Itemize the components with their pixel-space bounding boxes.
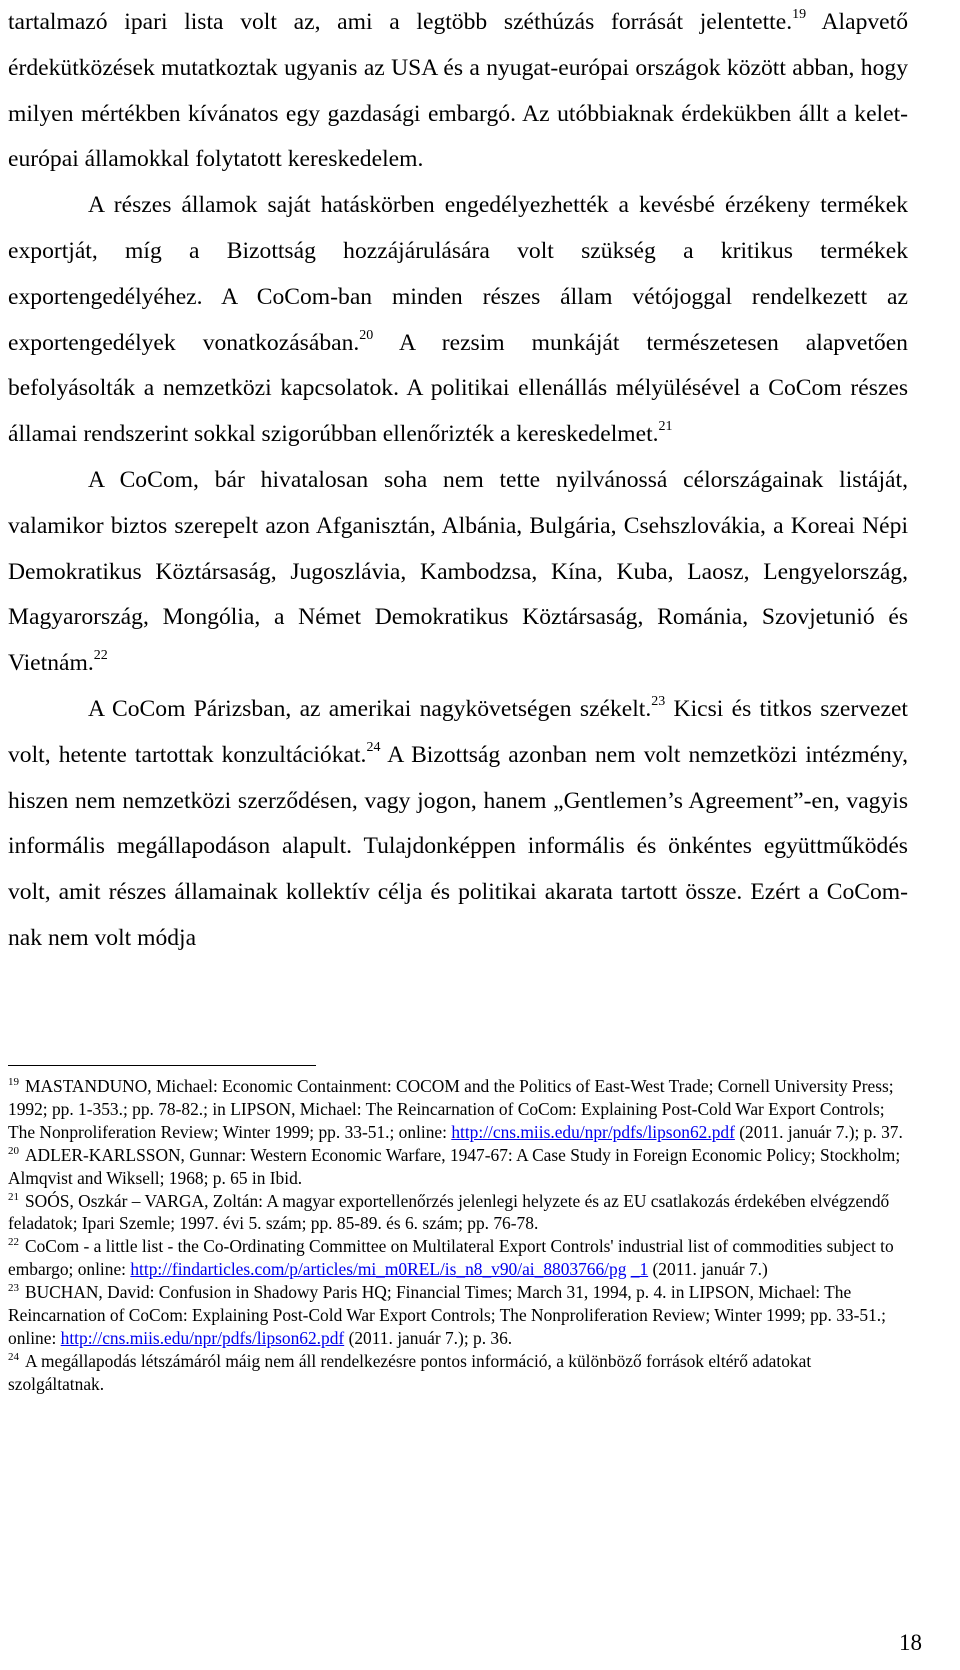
paragraph	[8, 183, 908, 458]
footnote-item	[8, 1235, 908, 1281]
footnote-link[interactable]: http://findarticles.com/p/articles/mi_m0REL/is_n8_v90/ai_8803766/pg	[130, 1259, 627, 1280]
text-run: ADLER-KARLSSON, Gunnar: Western Economic Warfare, 1947-67: A Case Study in Foreign Economic Policy; Stockholm; Almqvist and Wiksell; 1968; p. 65 in Ibid.	[8, 1144, 901, 1188]
footnote-number: 19	[8, 1076, 19, 1088]
footnote-item	[8, 1190, 908, 1236]
footnote-item	[8, 1075, 908, 1144]
text-run: CoCom - a little list - the Co-Ordinating Committee on Multilateral Export Controls' industrial list of commodities subject to embargo; online:	[8, 1236, 894, 1280]
footnote-reference[interactable]: 21	[658, 419, 673, 435]
footnote-reference[interactable]: 20	[359, 327, 374, 343]
text-run: SOÓS, Oszkár – VARGA, Zoltán: A magyar exportellenőrzés jelenlegi helyzete és az EU csatlakozás érdekében elvégzendő feladatok; Ipari Szemle; 1997. évi 5. szám; pp. 85-89. és 6. szám; pp. 76-78.	[8, 1190, 890, 1234]
paragraph	[8, 687, 908, 962]
footnote-item	[8, 1281, 908, 1350]
footnote-number: 24	[8, 1350, 19, 1363]
footnote-link[interactable]: _1	[630, 1259, 649, 1280]
footnote-item	[8, 1144, 908, 1190]
text-run: A megállapodás létszámáról máig nem áll rendelkezésre pontos információ, a különböző források eltérő adatokat szolgáltatnak.	[8, 1350, 812, 1394]
footnote-reference[interactable]: 19	[792, 7, 807, 22]
footnote-link[interactable]: http://cns.miis.edu/npr/pdfs/lipson62.pdf	[451, 1121, 735, 1142]
text-run: A részes államok saját hatáskörben engedélyezhették a kevésbé érzékeny termékek exportját, míg a Bizottság hozzájárulására volt szükség a kritikus termékek exportengedélyéhez. A CoCom-ban minden részes állam vétójoggal rendelkezett az exportengedélyek vonatkozásában.	[8, 192, 908, 356]
text-run: MASTANDUNO, Michael: Economic Containment: COCOM and the Politics of East-West Trade; Cornell University Press; 1992; pp. 1-353.; pp. 78-82.; in LIPSON, Michael: The Reincarnation of CoCom: Explaining Post-Cold War Export Controls; The Nonproliferation Review; Winter 1999; pp. 33-51.; online:	[8, 1076, 894, 1142]
page-number: 18	[899, 1630, 922, 1655]
text-run: A Bizottság azonban nem volt nemzetközi intézmény, hiszen nem nemzetközi szerződésen, vagy jogon, hanem „Gentlemen’s Agreement”-en, vagyis informális megállapodáson alapult. Tulajdonképpen informális és önkéntes együttműködés volt, amit részes államainak kollektív célja és politikai akarata tartott össze. Ezért a CoCom-nak nem volt módja	[8, 741, 908, 951]
footnote-number: 22	[8, 1236, 19, 1249]
footnotes	[8, 1075, 908, 1396]
footnote-number: 23	[8, 1282, 19, 1295]
text-run: A rezsim munkáját természetesen alapvetően befolyásolták a nemzetközi kapcsolatok. A politikai ellenállás mélyülésével a CoCom részes államai rendszerint sokkal szigorúbban ellenőrizték a kereskedelmet.	[8, 329, 908, 448]
text-run: Kicsi és titkos szervezet volt, hetente tartottak konzultációkat.	[8, 695, 908, 768]
footnote-item	[8, 1350, 908, 1396]
footnote-reference[interactable]: 22	[93, 648, 108, 664]
footnote-number: 20	[8, 1144, 19, 1157]
footnote-link[interactable]: http://cns.miis.edu/npr/pdfs/lipson62.pdf	[60, 1327, 345, 1348]
text-run: (2011. január 7.); p. 36.	[344, 1327, 513, 1348]
text-run: (2011. január 7.)	[648, 1259, 768, 1280]
footnote-reference[interactable]: 23	[651, 693, 666, 709]
text-run: (2011. január 7.); p. 37.	[734, 1121, 903, 1142]
text-run: A CoCom, bár hivatalosan soha nem tette nyilvánossá célországainak listáját, valamikor biztos szerepelt azon Afganisztán, Albánia, Bulgária, Csehszlovákia, a Koreai Népi Demokratikus Köztársaság, Jugoszlávia, Kambodzsa, Kína, Kuba, Laosz, Lengyelország, Magyarország, Mongólia, a Német Demokratikus Köztársaság, Románia, Szovjetunió és Vietnám.	[8, 466, 908, 677]
text-run: tartalmazó ipari lista volt az, ami a legtöbb széthúzás forrását jelentette.	[8, 9, 793, 35]
paragraph	[8, 458, 908, 687]
text-run: A CoCom Párizsban, az amerikai nagykövetségen székelt.	[88, 695, 652, 722]
body-text	[8, 0, 908, 962]
footnote-separator	[8, 1065, 316, 1066]
footnote-reference[interactable]: 24	[366, 739, 381, 755]
paragraph	[8, 0, 908, 183]
footnote-number: 21	[8, 1190, 19, 1203]
text-run: Alapvető érdekütközések mutatkoztak ugyanis az USA és a nyugat-európai országok között abban, hogy milyen mértékben kívánatos egy gazdasági embargó. Az utóbbiaknak érdekükben állt a kelet-európai államokkal folytatott kereskedelem.	[8, 9, 908, 173]
text-run: BUCHAN, David: Confusion in Shadowy Paris HQ; Financial Times; March 31, 1994, p. 4. in LIPSON, Michael: The Reincarnation of CoCom: Explaining Post-Cold War Export Controls; The Nonproliferation Review; Winter 1999; pp. 33-51.; online:	[8, 1282, 886, 1348]
